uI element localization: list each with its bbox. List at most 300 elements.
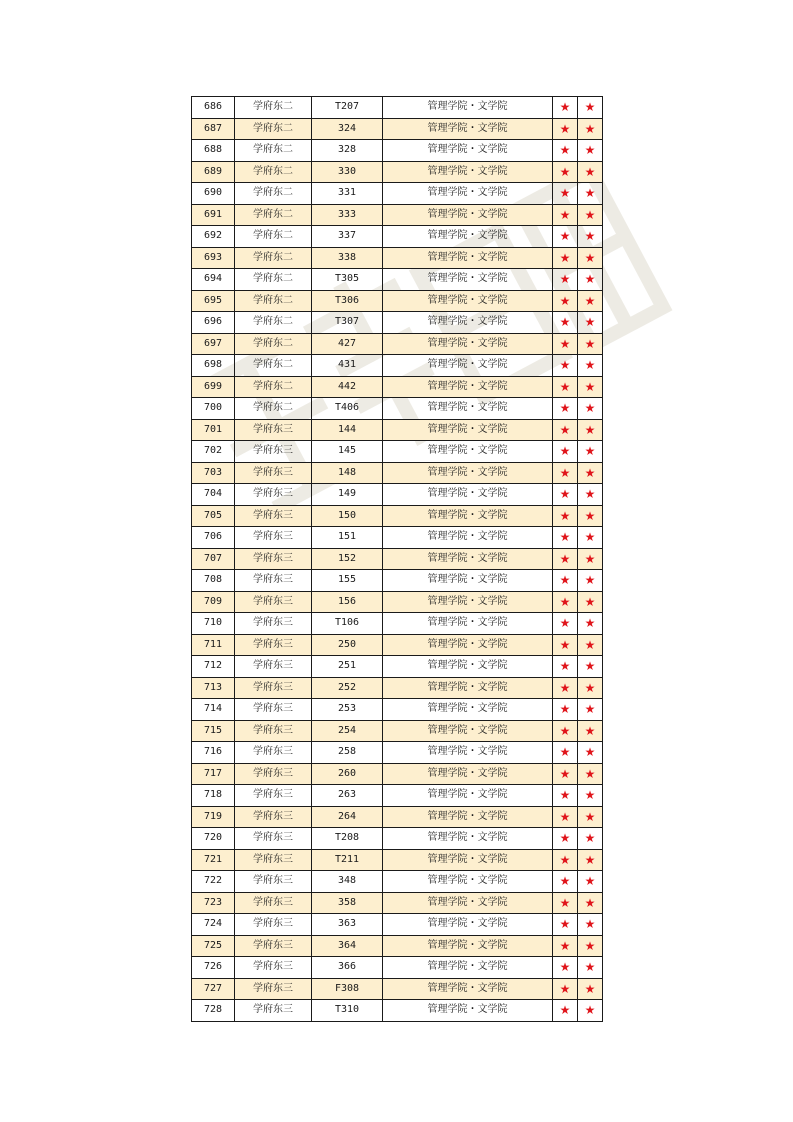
room-cell: 348 <box>312 871 383 893</box>
college-cell: 管理学院・文学院 <box>383 226 553 248</box>
table-row <box>192 742 603 764</box>
table-row <box>192 462 603 484</box>
star-icon: ★ <box>578 892 603 914</box>
table-row <box>192 677 603 699</box>
star-icon: ★ <box>578 634 603 656</box>
row-number-cell: 695 <box>192 290 235 312</box>
row-number-cell: 720 <box>192 828 235 850</box>
room-cell: 152 <box>312 548 383 570</box>
row-number-cell: 696 <box>192 312 235 334</box>
star-icon: ★ <box>578 419 603 441</box>
star-icon: ★ <box>553 677 578 699</box>
star-icon: ★ <box>578 570 603 592</box>
row-number-cell: 725 <box>192 935 235 957</box>
star-icon: ★ <box>578 656 603 678</box>
row-number-cell: 718 <box>192 785 235 807</box>
table-row <box>192 634 603 656</box>
table-row <box>192 828 603 850</box>
star-icon: ★ <box>553 419 578 441</box>
table-row <box>192 376 603 398</box>
row-number-cell: 723 <box>192 892 235 914</box>
row-number-cell: 715 <box>192 720 235 742</box>
table-row <box>192 161 603 183</box>
row-number-cell: 694 <box>192 269 235 291</box>
row-number-cell: 719 <box>192 806 235 828</box>
star-icon: ★ <box>578 613 603 635</box>
building-cell: 学府东三 <box>235 935 312 957</box>
star-icon: ★ <box>553 570 578 592</box>
table-row <box>192 978 603 1000</box>
star-icon: ★ <box>578 763 603 785</box>
building-cell: 学府东三 <box>235 978 312 1000</box>
row-number-cell: 707 <box>192 548 235 570</box>
star-icon: ★ <box>553 892 578 914</box>
star-icon: ★ <box>578 957 603 979</box>
building-cell: 学府东三 <box>235 462 312 484</box>
room-cell: T211 <box>312 849 383 871</box>
star-icon: ★ <box>578 441 603 463</box>
building-cell: 学府东二 <box>235 247 312 269</box>
table-row <box>192 935 603 957</box>
building-cell: 学府东三 <box>235 484 312 506</box>
building-cell: 学府东三 <box>235 785 312 807</box>
row-number-cell: 702 <box>192 441 235 463</box>
building-cell: 学府东三 <box>235 570 312 592</box>
star-icon: ★ <box>553 699 578 721</box>
star-icon: ★ <box>553 140 578 162</box>
star-icon: ★ <box>553 247 578 269</box>
room-cell: 252 <box>312 677 383 699</box>
college-cell: 管理学院・文学院 <box>383 355 553 377</box>
room-cell: 251 <box>312 656 383 678</box>
college-cell: 管理学院・文学院 <box>383 720 553 742</box>
star-icon: ★ <box>553 656 578 678</box>
star-icon: ★ <box>553 935 578 957</box>
row-number-cell: 717 <box>192 763 235 785</box>
room-cell: 358 <box>312 892 383 914</box>
table-row <box>192 914 603 936</box>
building-cell: 学府东三 <box>235 656 312 678</box>
room-cell: 155 <box>312 570 383 592</box>
room-cell: 253 <box>312 699 383 721</box>
building-cell: 学府东三 <box>235 871 312 893</box>
room-cell: 363 <box>312 914 383 936</box>
college-cell: 管理学院・文学院 <box>383 914 553 936</box>
building-cell: 学府东二 <box>235 161 312 183</box>
room-cell: 263 <box>312 785 383 807</box>
star-icon: ★ <box>578 1000 603 1022</box>
star-icon: ★ <box>578 720 603 742</box>
building-cell: 学府东三 <box>235 677 312 699</box>
college-cell: 管理学院・文学院 <box>383 161 553 183</box>
college-cell: 管理学院・文学院 <box>383 505 553 527</box>
row-number-cell: 726 <box>192 957 235 979</box>
star-icon: ★ <box>553 720 578 742</box>
college-cell: 管理学院・文学院 <box>383 419 553 441</box>
star-icon: ★ <box>553 398 578 420</box>
row-number-cell: 714 <box>192 699 235 721</box>
star-icon: ★ <box>578 935 603 957</box>
college-cell: 管理学院・文学院 <box>383 699 553 721</box>
table-row <box>192 1000 603 1022</box>
row-number-cell: 686 <box>192 97 235 119</box>
star-icon: ★ <box>578 290 603 312</box>
room-cell: T305 <box>312 269 383 291</box>
star-icon: ★ <box>578 871 603 893</box>
building-cell: 学府东二 <box>235 118 312 140</box>
table-row <box>192 613 603 635</box>
table-row <box>192 398 603 420</box>
row-number-cell: 710 <box>192 613 235 635</box>
star-icon: ★ <box>578 118 603 140</box>
table-row <box>192 226 603 248</box>
star-icon: ★ <box>578 333 603 355</box>
room-cell: 260 <box>312 763 383 785</box>
room-cell: 150 <box>312 505 383 527</box>
row-number-cell: 705 <box>192 505 235 527</box>
star-icon: ★ <box>578 914 603 936</box>
table-row <box>192 118 603 140</box>
star-icon: ★ <box>578 806 603 828</box>
table-row <box>192 527 603 549</box>
table-row <box>192 656 603 678</box>
building-cell: 学府东三 <box>235 828 312 850</box>
room-cell: 364 <box>312 935 383 957</box>
star-icon: ★ <box>553 527 578 549</box>
college-cell: 管理学院・文学院 <box>383 613 553 635</box>
star-icon: ★ <box>553 742 578 764</box>
table-row <box>192 333 603 355</box>
star-icon: ★ <box>578 269 603 291</box>
college-cell: 管理学院・文学院 <box>383 441 553 463</box>
row-number-cell: 690 <box>192 183 235 205</box>
row-number-cell: 724 <box>192 914 235 936</box>
row-number-cell: 727 <box>192 978 235 1000</box>
row-number-cell: 689 <box>192 161 235 183</box>
building-cell: 学府东二 <box>235 97 312 119</box>
college-cell: 管理学院・文学院 <box>383 828 553 850</box>
table-row <box>192 312 603 334</box>
building-cell: 学府东三 <box>235 548 312 570</box>
star-icon: ★ <box>578 161 603 183</box>
college-cell: 管理学院・文学院 <box>383 871 553 893</box>
college-cell: 管理学院・文学院 <box>383 484 553 506</box>
building-cell: 学府东三 <box>235 892 312 914</box>
building-cell: 学府东二 <box>235 226 312 248</box>
star-icon: ★ <box>553 161 578 183</box>
table-row <box>192 957 603 979</box>
star-icon: ★ <box>578 355 603 377</box>
star-icon: ★ <box>553 763 578 785</box>
star-icon: ★ <box>578 376 603 398</box>
row-number-cell: 721 <box>192 849 235 871</box>
star-icon: ★ <box>553 785 578 807</box>
college-cell: 管理学院・文学院 <box>383 978 553 1000</box>
row-number-cell: 713 <box>192 677 235 699</box>
star-icon: ★ <box>578 398 603 420</box>
table-row <box>192 548 603 570</box>
table-row <box>192 699 603 721</box>
college-cell: 管理学院・文学院 <box>383 591 553 613</box>
row-number-cell: 711 <box>192 634 235 656</box>
table-row <box>192 247 603 269</box>
star-icon: ★ <box>553 226 578 248</box>
row-number-cell: 712 <box>192 656 235 678</box>
star-icon: ★ <box>578 785 603 807</box>
star-icon: ★ <box>578 591 603 613</box>
star-icon: ★ <box>553 462 578 484</box>
table-row <box>192 763 603 785</box>
building-cell: 学府东三 <box>235 849 312 871</box>
building-cell: 学府东三 <box>235 591 312 613</box>
table-row <box>192 97 603 119</box>
table-row <box>192 720 603 742</box>
room-cell: 427 <box>312 333 383 355</box>
room-cell: 324 <box>312 118 383 140</box>
star-icon: ★ <box>578 183 603 205</box>
college-cell: 管理学院・文学院 <box>383 742 553 764</box>
table-row <box>192 871 603 893</box>
star-icon: ★ <box>553 806 578 828</box>
star-icon: ★ <box>553 269 578 291</box>
room-cell: 431 <box>312 355 383 377</box>
table-row <box>192 785 603 807</box>
room-assignment-table <box>191 96 603 1022</box>
college-cell: 管理学院・文学院 <box>383 785 553 807</box>
row-number-cell: 703 <box>192 462 235 484</box>
room-cell: T306 <box>312 290 383 312</box>
star-icon: ★ <box>578 247 603 269</box>
building-cell: 学府东三 <box>235 634 312 656</box>
building-cell: 学府东三 <box>235 957 312 979</box>
room-cell: T106 <box>312 613 383 635</box>
star-icon: ★ <box>553 828 578 850</box>
star-icon: ★ <box>553 204 578 226</box>
college-cell: 管理学院・文学院 <box>383 333 553 355</box>
star-icon: ★ <box>553 505 578 527</box>
room-cell: 337 <box>312 226 383 248</box>
star-icon: ★ <box>553 441 578 463</box>
star-icon: ★ <box>578 97 603 119</box>
building-cell: 学府东三 <box>235 720 312 742</box>
college-cell: 管理学院・文学院 <box>383 570 553 592</box>
star-icon: ★ <box>578 505 603 527</box>
building-cell: 学府东二 <box>235 376 312 398</box>
table-row <box>192 441 603 463</box>
room-cell: T406 <box>312 398 383 420</box>
room-cell: 366 <box>312 957 383 979</box>
building-cell: 学府东二 <box>235 183 312 205</box>
building-cell: 学府东三 <box>235 763 312 785</box>
star-icon: ★ <box>553 634 578 656</box>
room-cell: 145 <box>312 441 383 463</box>
row-number-cell: 687 <box>192 118 235 140</box>
college-cell: 管理学院・文学院 <box>383 935 553 957</box>
room-cell: 331 <box>312 183 383 205</box>
college-cell: 管理学院・文学院 <box>383 1000 553 1022</box>
star-icon: ★ <box>553 290 578 312</box>
table-row <box>192 269 603 291</box>
room-cell: 148 <box>312 462 383 484</box>
room-cell: T307 <box>312 312 383 334</box>
star-icon: ★ <box>578 484 603 506</box>
star-icon: ★ <box>553 849 578 871</box>
row-number-cell: 691 <box>192 204 235 226</box>
row-number-cell: 704 <box>192 484 235 506</box>
row-number-cell: 700 <box>192 398 235 420</box>
table-row <box>192 484 603 506</box>
star-icon: ★ <box>578 699 603 721</box>
star-icon: ★ <box>553 183 578 205</box>
college-cell: 管理学院・文学院 <box>383 204 553 226</box>
row-number-cell: 728 <box>192 1000 235 1022</box>
college-cell: 管理学院・文学院 <box>383 548 553 570</box>
building-cell: 学府东二 <box>235 355 312 377</box>
star-icon: ★ <box>553 97 578 119</box>
table-row <box>192 806 603 828</box>
row-number-cell: 722 <box>192 871 235 893</box>
star-icon: ★ <box>553 312 578 334</box>
room-cell: 328 <box>312 140 383 162</box>
star-icon: ★ <box>553 957 578 979</box>
building-cell: 学府东二 <box>235 269 312 291</box>
table-row <box>192 183 603 205</box>
building-cell: 学府东二 <box>235 140 312 162</box>
row-number-cell: 698 <box>192 355 235 377</box>
building-cell: 学府东三 <box>235 419 312 441</box>
star-icon: ★ <box>578 828 603 850</box>
star-icon: ★ <box>553 978 578 1000</box>
star-icon: ★ <box>553 1000 578 1022</box>
college-cell: 管理学院・文学院 <box>383 312 553 334</box>
room-cell: T207 <box>312 97 383 119</box>
room-cell: 442 <box>312 376 383 398</box>
building-cell: 学府东二 <box>235 398 312 420</box>
table-row <box>192 204 603 226</box>
table-row <box>192 591 603 613</box>
star-icon: ★ <box>553 376 578 398</box>
table-row <box>192 355 603 377</box>
college-cell: 管理学院・文学院 <box>383 290 553 312</box>
star-icon: ★ <box>553 118 578 140</box>
building-cell: 学府东二 <box>235 290 312 312</box>
college-cell: 管理学院・文学院 <box>383 376 553 398</box>
college-cell: 管理学院・文学院 <box>383 849 553 871</box>
star-icon: ★ <box>553 484 578 506</box>
row-number-cell: 697 <box>192 333 235 355</box>
building-cell: 学府东三 <box>235 742 312 764</box>
college-cell: 管理学院・文学院 <box>383 527 553 549</box>
star-icon: ★ <box>578 978 603 1000</box>
star-icon: ★ <box>578 312 603 334</box>
table-row <box>192 140 603 162</box>
building-cell: 学府东三 <box>235 527 312 549</box>
college-cell: 管理学院・文学院 <box>383 97 553 119</box>
star-icon: ★ <box>553 613 578 635</box>
room-cell: 254 <box>312 720 383 742</box>
college-cell: 管理学院・文学院 <box>383 462 553 484</box>
building-cell: 学府东三 <box>235 1000 312 1022</box>
star-icon: ★ <box>578 527 603 549</box>
star-icon: ★ <box>578 849 603 871</box>
building-cell: 学府东三 <box>235 914 312 936</box>
row-number-cell: 692 <box>192 226 235 248</box>
star-icon: ★ <box>578 742 603 764</box>
college-cell: 管理学院・文学院 <box>383 656 553 678</box>
star-icon: ★ <box>578 204 603 226</box>
row-number-cell: 716 <box>192 742 235 764</box>
building-cell: 学府东三 <box>235 806 312 828</box>
college-cell: 管理学院・文学院 <box>383 398 553 420</box>
room-cell: 156 <box>312 591 383 613</box>
room-cell: 250 <box>312 634 383 656</box>
college-cell: 管理学院・文学院 <box>383 677 553 699</box>
building-cell: 学府东二 <box>235 204 312 226</box>
star-icon: ★ <box>578 140 603 162</box>
room-cell: 149 <box>312 484 383 506</box>
college-cell: 管理学院・文学院 <box>383 183 553 205</box>
row-number-cell: 699 <box>192 376 235 398</box>
table-row <box>192 505 603 527</box>
star-icon: ★ <box>578 677 603 699</box>
star-icon: ★ <box>553 591 578 613</box>
college-cell: 管理学院・文学院 <box>383 892 553 914</box>
row-number-cell: 706 <box>192 527 235 549</box>
college-cell: 管理学院・文学院 <box>383 140 553 162</box>
star-icon: ★ <box>553 355 578 377</box>
room-cell: 330 <box>312 161 383 183</box>
college-cell: 管理学院・文学院 <box>383 118 553 140</box>
star-icon: ★ <box>553 871 578 893</box>
college-cell: 管理学院・文学院 <box>383 634 553 656</box>
college-cell: 管理学院・文学院 <box>383 957 553 979</box>
room-cell: 144 <box>312 419 383 441</box>
table-row <box>192 570 603 592</box>
building-cell: 学府东三 <box>235 505 312 527</box>
star-icon: ★ <box>553 333 578 355</box>
building-cell: 学府东二 <box>235 333 312 355</box>
table-row <box>192 290 603 312</box>
star-icon: ★ <box>578 226 603 248</box>
room-cell: 333 <box>312 204 383 226</box>
college-cell: 管理学院・文学院 <box>383 247 553 269</box>
star-icon: ★ <box>578 462 603 484</box>
table-row <box>192 849 603 871</box>
room-cell: 264 <box>312 806 383 828</box>
row-number-cell: 708 <box>192 570 235 592</box>
star-icon: ★ <box>553 548 578 570</box>
table-row <box>192 419 603 441</box>
table-row <box>192 892 603 914</box>
room-cell: 258 <box>312 742 383 764</box>
college-cell: 管理学院・文学院 <box>383 806 553 828</box>
room-cell: 151 <box>312 527 383 549</box>
room-cell: T208 <box>312 828 383 850</box>
row-number-cell: 693 <box>192 247 235 269</box>
college-cell: 管理学院・文学院 <box>383 763 553 785</box>
room-cell: 338 <box>312 247 383 269</box>
building-cell: 学府东三 <box>235 699 312 721</box>
star-icon: ★ <box>578 548 603 570</box>
row-number-cell: 709 <box>192 591 235 613</box>
room-cell: T310 <box>312 1000 383 1022</box>
college-cell: 管理学院・文学院 <box>383 269 553 291</box>
row-number-cell: 688 <box>192 140 235 162</box>
building-cell: 学府东二 <box>235 312 312 334</box>
star-icon: ★ <box>553 914 578 936</box>
building-cell: 学府东三 <box>235 613 312 635</box>
building-cell: 学府东三 <box>235 441 312 463</box>
